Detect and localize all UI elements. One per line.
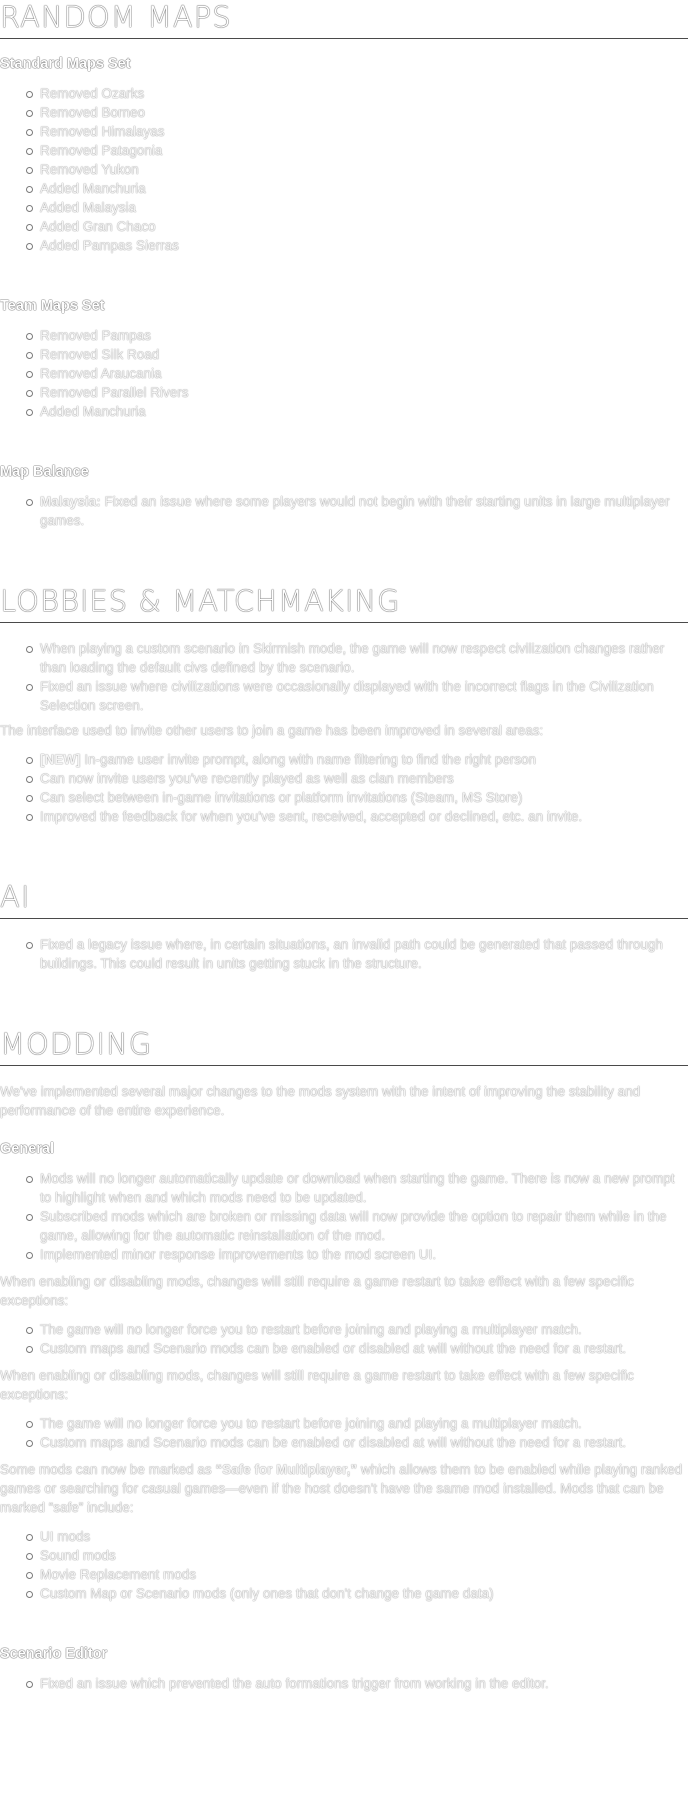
ai-list [0,935,688,973]
list-item: Removed Himalayas [40,122,688,141]
list-item: The game will no longer force you to restart before joining and playing a multiplayer match. [40,1414,688,1433]
list-item: Removed Silk Road [40,345,688,364]
list-item: UI mods [40,1527,688,1546]
paragraph: The interface used to invite other users to join a game has been improved in several areas: [0,723,544,738]
list-item: The game will no longer force you to restart before joining and playing a multiplayer match. [40,1320,688,1339]
list-item: Removed Araucania [40,364,688,383]
list-item: Added Malaysia [40,198,688,217]
list-item: Added Pampas Sierras [40,236,688,255]
list-item: Added Gran Chaco [40,217,688,236]
paragraph: When enabling or disabling mods, changes will still require a game restart to take effect with a few specific exceptions: [0,1274,634,1308]
team-maps-list [0,326,688,421]
list-item: When playing a custom scenario in Skirmish mode, the game will now respect civilization changes rather than loading the default civs defined by the scenario. [40,639,688,677]
list-item: Mods will no longer automatically update or download when starting the game. There is now a new prompt to highlight when and which mods need to be updated. [40,1169,688,1207]
list-item: Implemented minor response improvements to the mod screen UI. [40,1245,688,1264]
lobbies-list [0,639,688,715]
subsection-title: Standard Maps Set [0,56,131,72]
list-item: Subscribed mods which are broken or missing data will now provide the option to repair them while in the game, allowing for the automatic reinstallation of the mod. [40,1207,688,1245]
list-item: Sound mods [40,1546,688,1565]
list-item: Can select between in-game invitations or platform invitations (Steam, MS Store) [40,788,688,807]
general-list [0,1169,688,1264]
list-item: Movie Replacement mods [40,1565,688,1584]
list-item: Removed Ozarks [40,84,688,103]
text-span: Some mods can now be marked as [0,1462,216,1477]
restart-list [0,1414,688,1452]
list-item-text: Fixed an issue where some players would not begin with their starting units in large multiplayer games. [40,494,670,528]
list-item: Fixed a legacy issue where, in certain situations, an invalid path could be generated that passed through buildings. This could result in units getting stuck in the structure. [40,935,688,973]
editor-list [0,1674,688,1693]
standard-maps-list [0,84,688,255]
list-item: Added Manchuria [40,402,688,421]
section-heading: RANDOM MAPS [0,0,232,34]
subsection-title: Scenario Editor [0,1646,108,1662]
paragraph [0,1460,688,1517]
list-item: Custom Map or Scenario mods (only ones that don't change the game data) [40,1584,688,1603]
invite-list [0,750,688,826]
list-item: Can now invite users you've recently played as well as clan members [40,769,688,788]
list-item: Custom maps and Scenario mods can be enabled or disabled at will without the need for a restart. [40,1339,688,1358]
map-balance-list [0,492,688,530]
modding-section [0,1027,688,1693]
ai-section [0,880,688,973]
subsection-title: General [0,1141,54,1157]
list-item: Removed Pampas [40,326,688,345]
safe-for-multiplayer-label: “Safe for Multiplayer,” [215,1462,358,1477]
list-item: Custom maps and Scenario mods can be enabled or disabled at will without the need for a restart. [40,1433,688,1452]
divider [0,38,688,39]
lobbies-section [0,584,688,826]
restart-list [0,1320,688,1358]
random-maps-section [0,0,688,530]
list-item: Added Manchuria [40,179,688,198]
list-item: Removed Yukon [40,160,688,179]
list-item: Fixed an issue which prevented the auto formations trigger from working in the editor. [40,1674,688,1693]
divider [0,918,688,919]
map-name-label: Malaysia: [40,494,101,509]
subsection-title: Team Maps Set [0,298,105,314]
text-span: which allows them to be enabled while playing ranked games or searching for casual games—even if the host doesn't have the same mod installed. Mods that can be marked “safe” include: [0,1462,683,1515]
list-item [40,750,688,769]
new-tag: [NEW] [40,752,81,767]
list-item: Removed Parallel Rivers [40,383,688,402]
subsection-title: Map Balance [0,464,89,480]
list-item: Fixed an issue where civilizations were occasionally displayed with the incorrect flags in the Civilization Selection screen. [40,677,688,715]
paragraph: When enabling or disabling mods, changes will still require a game restart to take effect with a few specific exceptions: [0,1368,634,1402]
list-item: Removed Borneo [40,103,688,122]
section-heading: AI [0,880,31,914]
list-item-text: In-game user invite prompt, along with name filtering to find the right person [80,752,536,767]
divider [0,622,688,623]
divider [0,1065,688,1066]
list-item [40,492,688,530]
section-heading: LOBBIES & MATCHMAKING [0,584,401,618]
safe-mods-list [0,1527,688,1603]
section-heading: MODDING [0,1027,153,1061]
list-item: Removed Patagonia [40,141,688,160]
list-item: Improved the feedback for when you've sent, received, accepted or declined, etc. an invite. [40,807,688,826]
paragraph: We've implemented several major changes to the mods system with the intent of improving the stability and performance of the entire experience. [0,1084,641,1118]
